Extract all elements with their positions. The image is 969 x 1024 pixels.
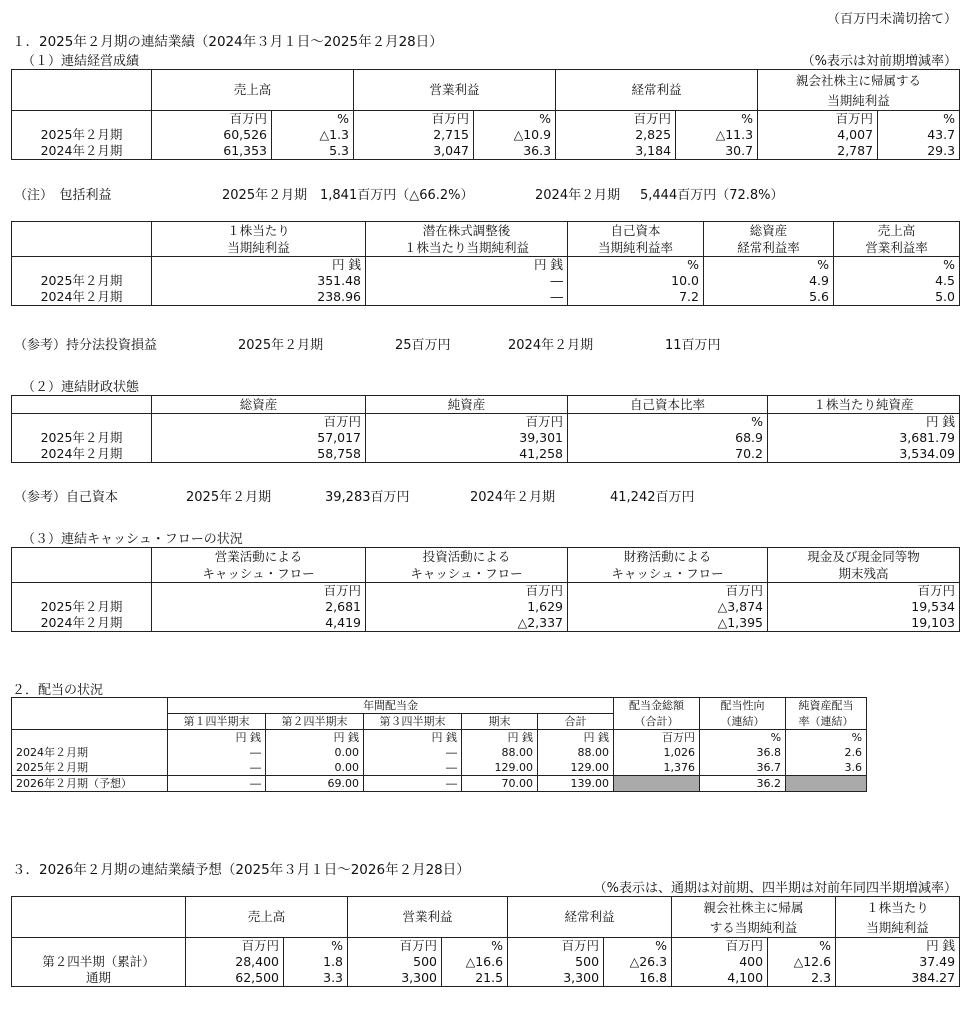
unit-cell: 百万円 [508,938,604,955]
section-3-title: ３．2026年２月期の連結業績予想（2025年３月１日～2026年２月28日） [12,862,470,878]
header-eps-1: １株当たり [836,897,960,918]
value-cell: 500 [508,954,604,970]
header-roa-1: 総資産 [704,222,834,240]
unit-cell: 百万円 [556,111,676,128]
unit-note: （百万円未満切捨て） [826,12,957,27]
value-cell: 41,258 [366,446,568,463]
header-margin-2: 営業利益率 [834,239,960,257]
row-label: 2024年２月期 [12,289,152,306]
value-cell: 2.3 [768,970,836,987]
value-cell: 0.00 [266,760,364,776]
row-label: 2025年２月期 [12,760,168,776]
per-share-table [11,221,960,306]
table-row [12,615,960,632]
value-cell: 70.00 [462,776,538,792]
section-1-1-title: （１）連結経営成績 [22,54,140,69]
row-label: 2024年２月期 [12,745,168,760]
header-diluted-eps-2: １株当たり当期純利益 [366,239,568,257]
value-cell: 4.5 [834,273,960,289]
value-cell: 4,100 [672,970,768,987]
header-sales: 売上高 [186,897,348,938]
note-period-1: 2025年２月期 [186,490,272,505]
header-diluted-eps-1: 潜在株式調整後 [366,222,568,240]
header-q1: 第１四半期末 [168,714,266,730]
value-cell: 57,017 [152,430,366,446]
header-operating-profit: 営業利益 [348,897,508,938]
value-cell: △1,395 [568,615,768,632]
unit-cell: 百万円 [152,111,272,128]
header-ordinary-profit: 経常利益 [556,70,758,111]
row-label: 2025年２月期 [12,273,152,289]
value-cell: 88.00 [538,745,614,760]
value-cell: 1,026 [614,745,700,760]
value-cell: 36.2 [700,776,786,792]
header-investing-cf-2: キャッシュ・フロー [366,565,568,583]
value-cell: 88.00 [462,745,538,760]
header-investing-cf-1: 投資活動による [366,548,568,566]
unit-cell: 百万円 [152,414,366,431]
row-label: 通期 [12,970,186,987]
value-cell: △16.6 [442,954,508,970]
value-cell: 68.9 [568,430,768,446]
value-cell: ― [366,273,568,289]
table-row [12,430,960,446]
value-cell: 4.9 [704,273,834,289]
unit-cell: 円 銭 [462,730,538,746]
value-cell: 3,534.09 [768,446,960,463]
unit-cell: % [284,938,348,955]
table-row [12,127,960,143]
unit-cell: % [568,414,768,431]
note-value-1: 25百万円 [395,338,451,353]
row-label: 第２四半期（累計） [12,954,186,970]
unit-cell: % [768,938,836,955]
header-roe-1: 自己資本 [568,222,704,240]
value-cell: △10.9 [474,127,556,143]
unit-cell: % [878,111,960,128]
header-operating-cf-1: 営業活動による [152,548,366,566]
value-cell: 129.00 [538,760,614,776]
header-net-income-2: する当期純利益 [672,917,836,938]
table-row [12,273,960,289]
value-cell: 2,825 [556,127,676,143]
value-cell: 16.8 [604,970,672,987]
note-period-2: 2024年２月期 [535,188,621,203]
table-row [12,954,960,970]
header-payout-ratio-1: 配当性向 [700,698,786,714]
value-cell: 238.96 [152,289,366,306]
value-cell: 1,629 [366,599,568,615]
header-sales: 売上高 [152,70,354,111]
value-cell: △3,874 [568,599,768,615]
unit-cell: % [442,938,508,955]
value-cell: 36.3 [474,143,556,160]
note-comprehensive-income-label: （注） 包括利益 [14,188,112,203]
value-cell: △12.6 [768,954,836,970]
header-year-end: 期末 [462,714,538,730]
header-net-income-2: 当期純利益 [758,90,960,111]
value-cell: 5.3 [272,143,354,160]
header-annual-dividend: 年間配当金 [168,698,614,714]
unit-cell: % [272,111,354,128]
row-label: 2024年２月期 [12,615,152,632]
value-cell: 39,301 [366,430,568,446]
header-q2: 第２四半期末 [266,714,364,730]
value-cell: 3,681.79 [768,430,960,446]
row-label: 2025年２月期 [12,127,152,143]
value-cell: 36.8 [700,745,786,760]
unit-cell: % [700,730,786,746]
value-cell: 43.7 [878,127,960,143]
unit-cell: % [676,111,758,128]
note-period-2: 2024年２月期 [470,490,556,505]
unit-cell: 百万円 [186,938,284,955]
value-cell: 384.27 [836,970,960,987]
value-cell: 28,400 [186,954,284,970]
value-cell: 37.49 [836,954,960,970]
note-value-2: 5,444百万円（72.8%） [640,188,784,203]
row-label: 2024年２月期 [12,143,152,160]
row-label: 2026年２月期（予想） [12,776,168,792]
forecast-percent-note: （%表示は、通期は対前期、四半期は対前年同四半期増減率） [593,881,957,896]
header-doe-1: 純資産配当 [786,698,867,714]
unit-cell: 円 銭 [366,257,568,274]
value-cell: 129.00 [462,760,538,776]
value-cell: 10.0 [568,273,704,289]
header-total-dividend-1: 配当金総額 [614,698,700,714]
value-cell: 2,681 [152,599,366,615]
note-equity-method-label: （参考）持分法投資損益 [14,338,158,353]
header-margin-1: 売上高 [834,222,960,240]
header-total-dividend-2: （合計） [614,714,700,730]
shaded-cell [614,776,700,792]
value-cell: 69.00 [266,776,364,792]
header-ordinary-profit: 経常利益 [508,897,672,938]
unit-cell: 百万円 [152,583,366,600]
header-total-assets: 総資産 [152,396,366,414]
note-value-2: 11百万円 [665,338,721,353]
header-q3: 第３四半期末 [364,714,462,730]
value-cell: 3,300 [348,970,442,987]
unit-cell: 百万円 [366,414,568,431]
unit-cell: % [474,111,556,128]
unit-cell: 百万円 [768,583,960,600]
value-cell: ― [364,776,462,792]
unit-cell: 円 銭 [836,938,960,955]
section-1-2-title: （２）連結財政状態 [22,380,140,395]
header-roe-2: 当期純利益率 [568,239,704,257]
note-period-1: 2025年２月期 [222,188,308,203]
value-cell: △1.3 [272,127,354,143]
row-label: 2024年２月期 [12,446,152,463]
value-cell: △26.3 [604,954,672,970]
value-cell: 4,007 [758,127,878,143]
row-label: 2025年２月期 [12,430,152,446]
header-eps-1: １株当たり [152,222,366,240]
table-row [12,776,867,792]
unit-cell: 百万円 [672,938,768,955]
value-cell: 2,715 [354,127,474,143]
value-cell: 1.8 [284,954,348,970]
value-cell: △11.3 [676,127,758,143]
value-cell: 3,047 [354,143,474,160]
header-payout-ratio-2: （連結） [700,714,786,730]
value-cell: 61,353 [152,143,272,160]
section-1-3-title: （３）連結キャッシュ・フローの状況 [22,532,243,547]
note-value-2: 41,242百万円 [610,490,695,505]
table-row [12,289,960,306]
header-cash-1: 現金及び現金同等物 [768,548,960,566]
value-cell: 7.2 [568,289,704,306]
value-cell: 58,758 [152,446,366,463]
value-cell: 3,184 [556,143,676,160]
dividends-table [11,697,867,792]
value-cell: 2.6 [786,745,867,760]
unit-cell: 百万円 [348,938,442,955]
table-row [12,760,867,776]
value-cell: ― [366,289,568,306]
unit-cell: % [704,257,834,274]
unit-cell: 百万円 [614,730,700,746]
value-cell: 3.3 [284,970,348,987]
value-cell: 139.00 [538,776,614,792]
header-operating-profit: 営業利益 [354,70,556,111]
financial-position-table [11,395,960,463]
value-cell: 36.7 [700,760,786,776]
value-cell: ― [364,760,462,776]
value-cell: 62,500 [186,970,284,987]
table-row [12,143,960,160]
unit-cell: 百万円 [366,583,568,600]
value-cell: 1,376 [614,760,700,776]
header-roa-2: 経常利益率 [704,239,834,257]
value-cell: 3,300 [508,970,604,987]
value-cell: 29.3 [878,143,960,160]
row-label: 2025年２月期 [12,599,152,615]
note-period-2: 2024年２月期 [508,338,594,353]
table-row [12,970,960,987]
table-row [12,599,960,615]
section-1-title: １．2025年２月期の連結業績（2024年３月１日～2025年２月28日） [12,34,443,50]
header-eps-2: 当期純利益 [152,239,366,257]
operating-results-table [11,69,960,160]
note-period-1: 2025年２月期 [238,338,324,353]
cash-flow-table [11,547,960,632]
header-total: 合計 [538,714,614,730]
value-cell: 5.0 [834,289,960,306]
note-value-1: 1,841百万円（△66.2%） [320,188,474,203]
table-row [12,446,960,463]
unit-cell: % [568,257,704,274]
header-net-income-1: 親会社株主に帰属する [758,70,960,91]
header-equity-ratio: 自己資本比率 [568,396,768,414]
value-cell: 3.6 [786,760,867,776]
value-cell: ― [364,745,462,760]
value-cell: ― [168,745,266,760]
unit-cell: % [604,938,672,955]
value-cell: 351.48 [152,273,366,289]
unit-cell: 百万円 [758,111,878,128]
header-financing-cf-1: 財務活動による [568,548,768,566]
unit-cell: % [834,257,960,274]
header-net-income-1: 親会社株主に帰属 [672,897,836,918]
header-net-assets: 純資産 [366,396,568,414]
value-cell: 0.00 [266,745,364,760]
value-cell: 60,526 [152,127,272,143]
unit-cell: 円 銭 [266,730,364,746]
unit-cell: 百万円 [354,111,474,128]
header-operating-cf-2: キャッシュ・フロー [152,565,366,583]
note-value-1: 39,283百万円 [325,490,410,505]
percent-note: （%表示は対前期増減率） [801,54,957,69]
unit-cell: 円 銭 [152,257,366,274]
value-cell: 500 [348,954,442,970]
header-bps: １株当たり純資産 [768,396,960,414]
value-cell: 5.6 [704,289,834,306]
value-cell: ― [168,776,266,792]
header-financing-cf-2: キャッシュ・フロー [568,565,768,583]
unit-cell: % [786,730,867,746]
value-cell: 30.7 [676,143,758,160]
value-cell: 70.2 [568,446,768,463]
table-row [12,745,867,760]
value-cell: 19,534 [768,599,960,615]
value-cell: 21.5 [442,970,508,987]
header-cash-2: 期末残高 [768,565,960,583]
unit-cell: 円 銭 [768,414,960,431]
value-cell: 4,419 [152,615,366,632]
unit-cell: 円 銭 [364,730,462,746]
unit-cell: 円 銭 [538,730,614,746]
header-eps-2: 当期純利益 [836,917,960,938]
value-cell: △2,337 [366,615,568,632]
value-cell: ― [168,760,266,776]
note-equity-label: （参考）自己資本 [14,490,119,505]
header-doe-2: 率（連結） [786,714,867,730]
forecast-table [11,896,960,987]
value-cell: 19,103 [768,615,960,632]
unit-cell: 百万円 [568,583,768,600]
section-2-title: ２．配当の状況 [12,683,104,698]
value-cell: 2,787 [758,143,878,160]
shaded-cell [786,776,867,792]
value-cell: 400 [672,954,768,970]
unit-cell: 円 銭 [168,730,266,746]
